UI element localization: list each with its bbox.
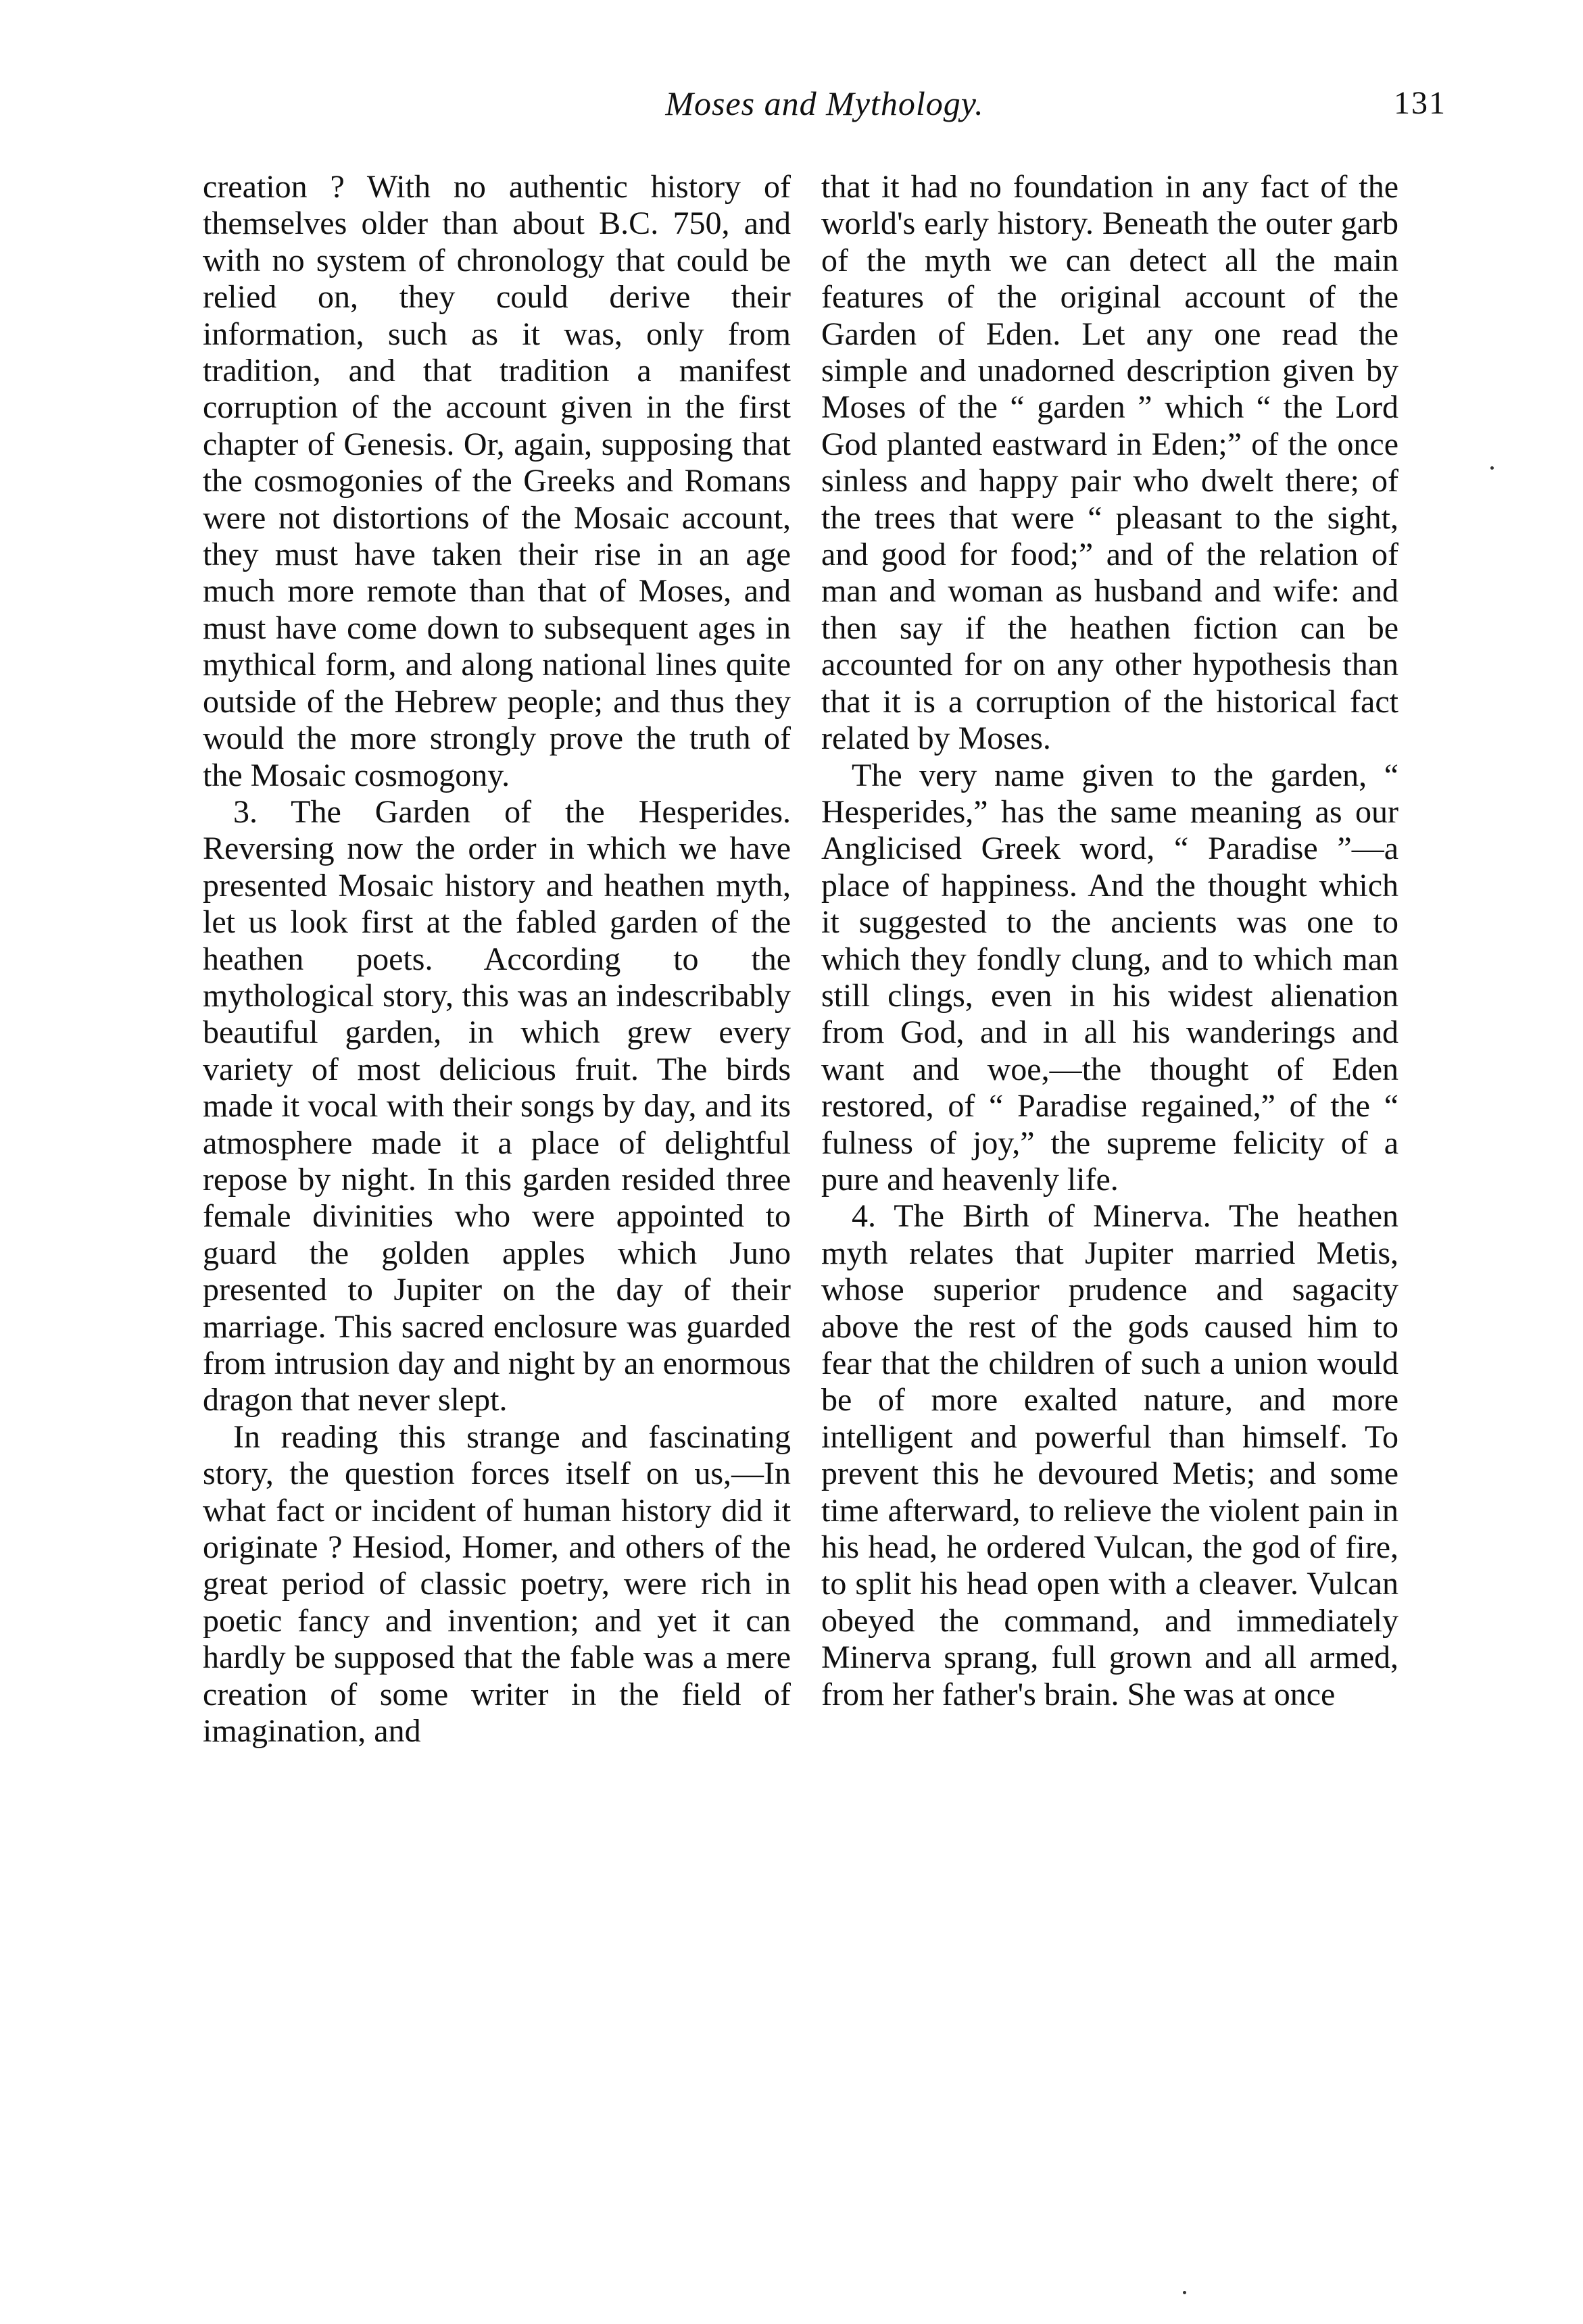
stray-ink-dot <box>1183 2291 1186 2294</box>
paragraph-garden-of-hesperides: 3. The Garden of the Hesperides. Reversing now the order in which we have presented Mosaic history and heathen myth, let us look first at the fabled garden of the heathen poets. According to the mythological story, this was an indescribably beautiful garden, in which grew every variety of most delicious fruit. The birds made it vocal with their songs by day, and its atmosphere made it a place of delightful repose by night. In this garden resided three female divinities who were appointed to guard the golden apples which Juno presented to Jupiter on the day of their marriage. This sacred enclosure was guarded from intrusion day and night by an enormous dragon that never slept. <box>203 793 791 1418</box>
left-column <box>203 169 791 1750</box>
paragraph-birth-of-minerva: 4. The Birth of Minerva. The heathen myth relates that Jupiter married Metis, whose superior prudence and sagacity above the rest of the gods caused him to fear that the children of such a union would be of more exalted nature, and more intelligent and powerful than himself. To prevent this he devoured Metis; and some time afterward, to relieve the violent pain in his head, he ordered Vulcan, the god of fire, to split his head open with a cleaver. Vulcan obeyed the command, and immediately Minerva sprang, full grown and all armed, from her father's brain. She was at once <box>821 1198 1398 1712</box>
stray-ink-dot <box>1490 466 1494 470</box>
paragraph-creation-conclusion: creation ? With no authentic history of themselves older than about B.C. 750, and with no system of chronology that could be relied on, they could derive their information, such as it was, only from tradition, and that tradition a manifest corruption of the account given in the first chapter of Genesis. Or, again, supposing that the cosmogonies of the Greeks and Romans were not distortions of the Mosaic account, they must have taken their rise in an age much more remote than that of Moses, and must have come down to subsequent ages in mythical form, and along national lines quite outside of the Hebrew people; and thus they would the more strongly prove the truth of the Mosaic cosmogony. <box>203 169 791 793</box>
right-column <box>821 169 1398 1713</box>
paragraph-no-foundation: that it had no foundation in any fact of the world's early history. Beneath the outer garb of the myth we can detect all the main features of the original account of the Garden of Eden. Let any one read the simple and unadorned description given by Moses of the “ garden ” which “ the Lord God planted eastward in Eden;” of the once sinless and happy pair who dwelt there; of the trees that were “ pleasant to the sight, and good for food;” and of the relation of man and woman as husband and wife: and then say if the heathen fiction can be accounted for on any other hypothesis than that it is a corruption of the historical fact related by Moses. <box>821 169 1398 757</box>
paragraph-reading-strange-story: In reading this strange and fascinating story, the question forces itself on us,—In what fact or incident of human history did it originate ? Hesiod, Homer, and others of the great period of classic poetry, were rich in poetic fancy and invention; and yet it can hardly be supposed that the fable was a mere creation of some writer in the field of imagination, and <box>203 1418 791 1750</box>
running-title: Moses and Mythology. <box>665 84 984 122</box>
page-number: 131 <box>1394 85 1446 121</box>
running-header <box>203 80 1446 127</box>
paragraph-name-hesperides: The very name given to the garden, “ Hesperides,” has the same meaning as our Anglicised Greek word, “ Paradise ”—a place of happiness. And the thought which it suggested to the ancients was one to which they fondly clung, and to which man still clings, even in his widest alienation from God, and in all his wanderings and want and woe,—the thought of Eden restored, of “ Paradise regained,” of the “ fulness of joy,” the supreme felicity of a pure and heavenly life. <box>821 757 1398 1197</box>
